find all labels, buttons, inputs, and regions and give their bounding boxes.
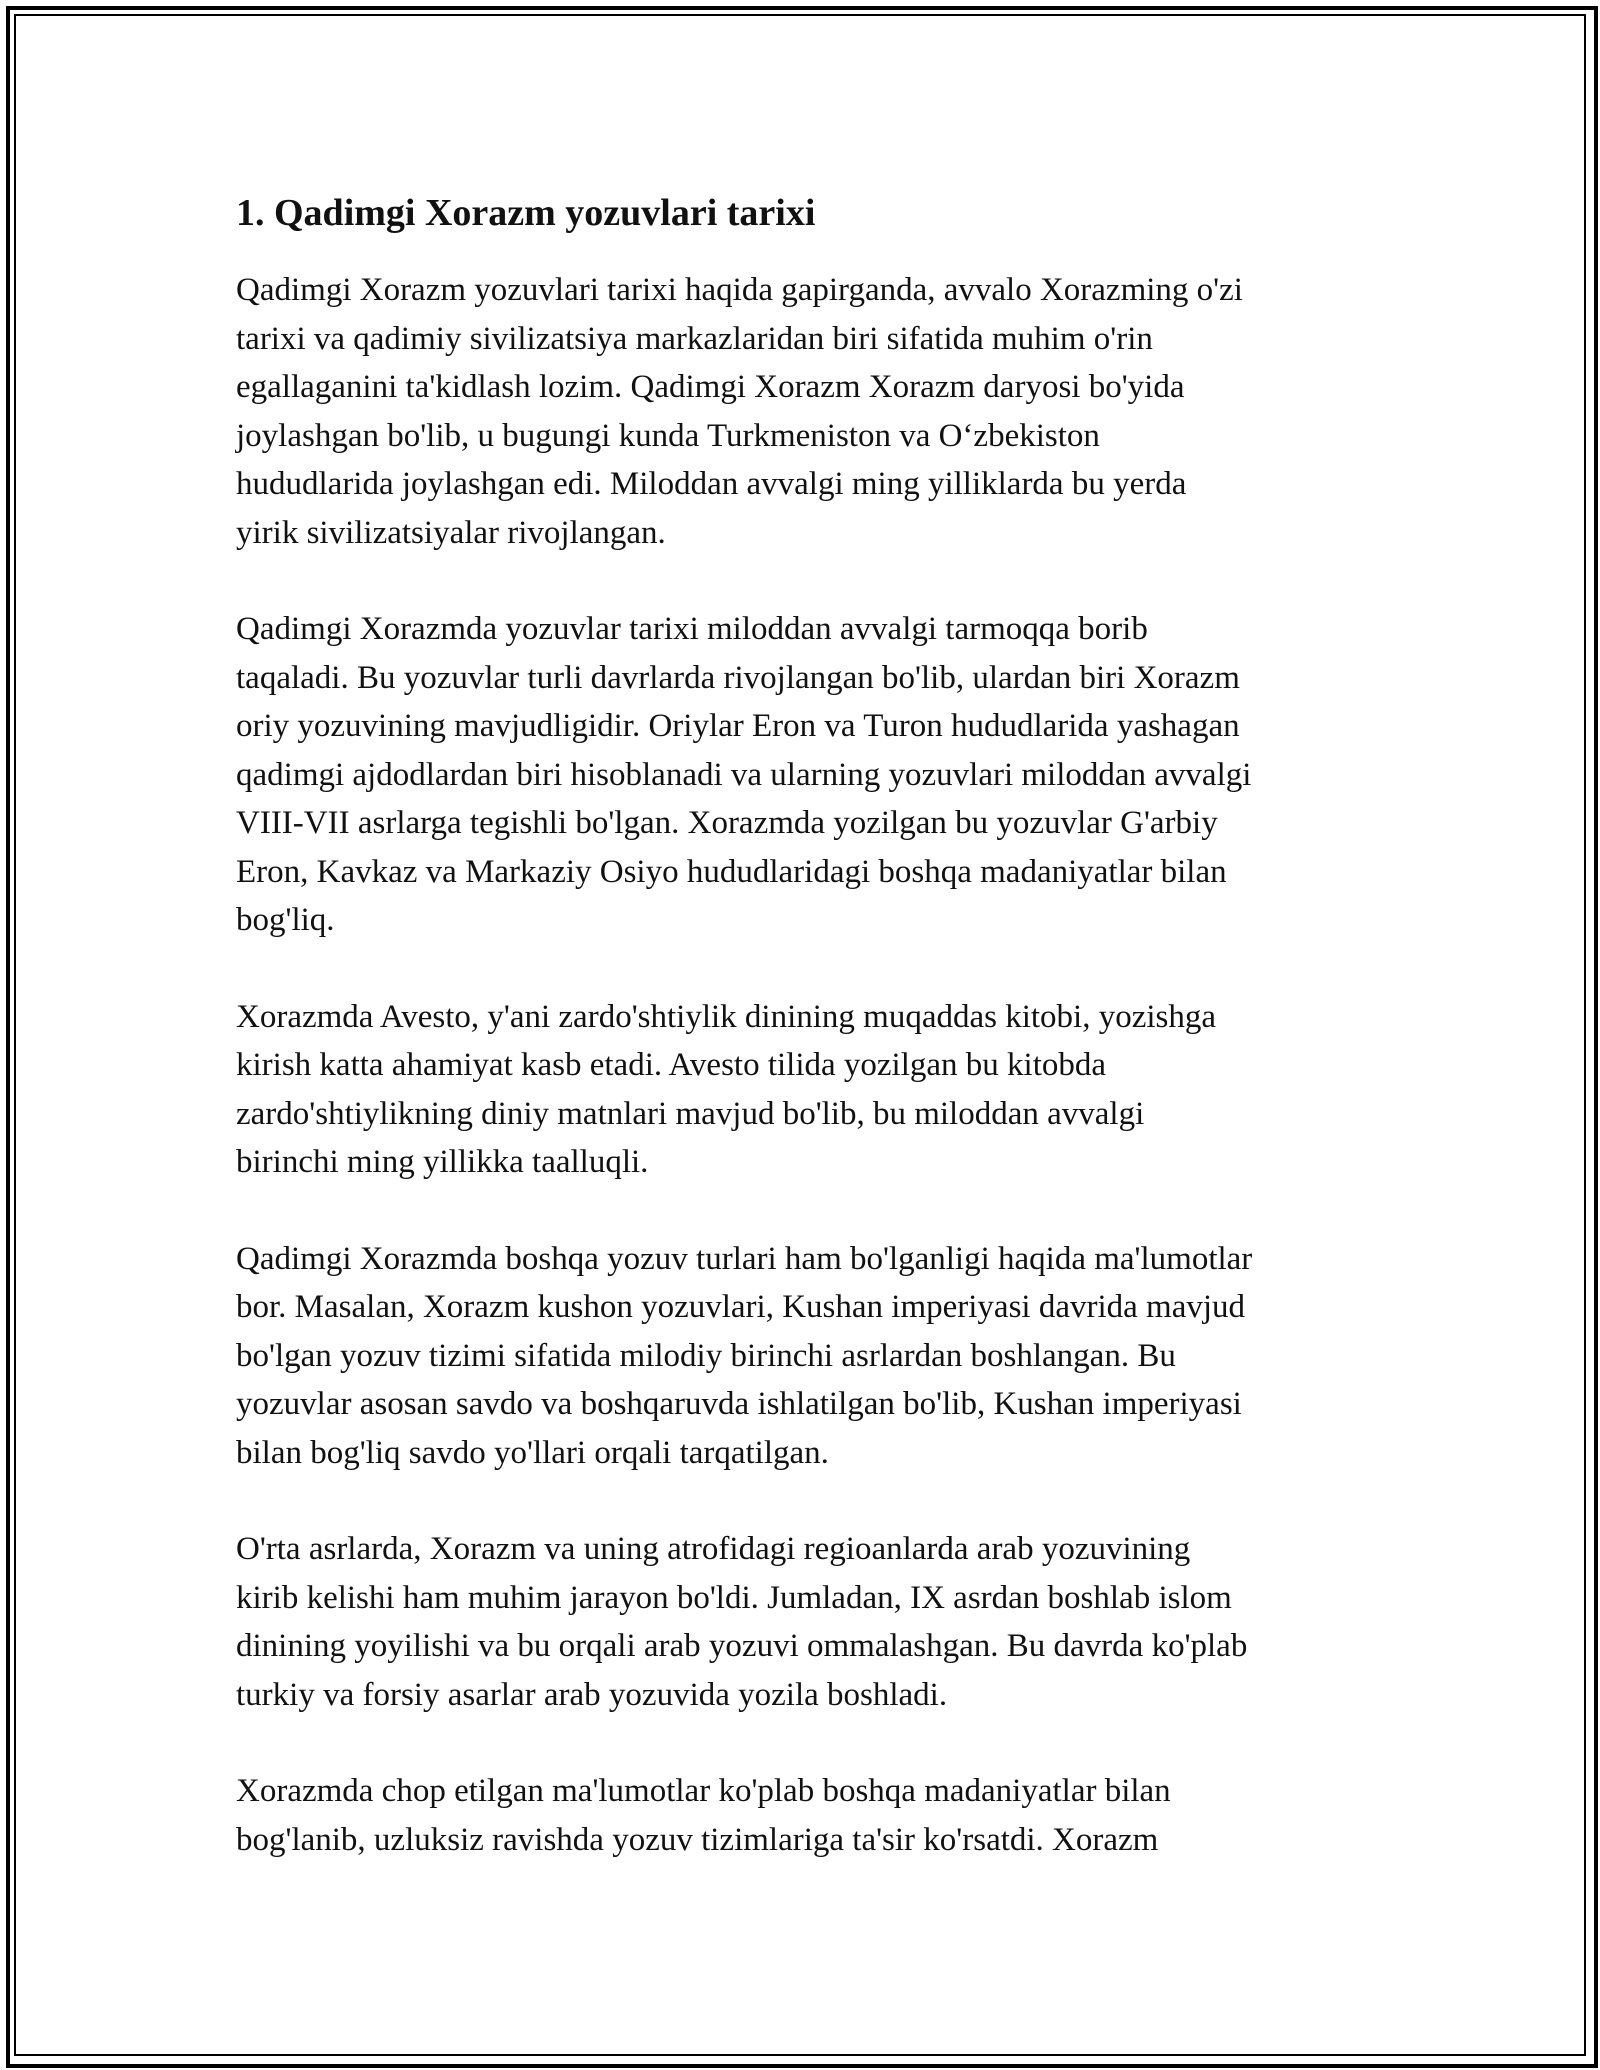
document-page bbox=[236, 186, 1396, 1912]
paragraph-2: Qadimgi Xorazmda yozuvlar tarixi miloddan avvalgi tarmoqqa borib taqaladi. Bu yozuvlar turli davrlarda rivojlangan bo'lib, ulardan biri Xorazm oriy yozuvining mavjudligidir. Oriylar Eron va Turon hududlarida yashagan qadimgi ajdodlardan biri hisoblanadi va ularning yozuvlari miloddan avvalgi VIII-VII asrlarga tegishli bo'lgan. Xorazmda yozilgan bu yozuvlar G'arbiy Eron, Kavkaz va Markaziy Osiyo hududlaridagi boshqa madaniyatlar bilan bog'liq. bbox=[236, 611, 1252, 938]
paragraph-5: O'rta asrlarda, Xorazm va uning atrofidagi regioanlarda arab yozuvining kirib kelishi ham muhim jarayon bo'ldi. Jumladan, IX asrdan boshlab islom dinining yoyilishi va bu orqali arab yozuvi ommalashgan. Bu davrda ko'plab turkiy va forsiy asarlar arab yozuvida yozila boshladi. bbox=[236, 1531, 1248, 1713]
section-title: 1. Qadimgi Xorazm yozuvlari tarixi bbox=[236, 192, 816, 234]
paragraph-3: Xorazmda Avesto, y'ani zardo'shtiylik dinining muqaddas kitobi, yozishga kirish katta ahamiyat kasb etadi. Avesto tilida yozilgan bu kitobda zardo'shtiylikning diniy matnlari mavjud bo'lib, bu miloddan avvalgi birinchi ming yillikka taalluqli. bbox=[236, 998, 1217, 1180]
paragraph-4: Qadimgi Xorazmda boshqa yozuv turlari ham bo'lganligi haqida ma'lumotlar bor. Masalan, Xorazm kushon yozuvlari, Kushan imperiyasi davrida mavjud bo'lgan yozuv tizimi sifatida milodiy birinchi asrlardan boshlangan. Bu yozuvlar asosan savdo va boshqaruvda ishlatilgan bo'lib, Kushan imperiyasi bilan bog'liq savdo yo'llari orqali tarqatilgan. bbox=[236, 1240, 1253, 1471]
paragraph-6: Xorazmda chop etilgan ma'lumotlar ko'plab boshqa madaniyatlar bilan bog'lanib, uzluksiz ravishda yozuv tizimlariga ta'sir ko'rsatdi. Xorazm bbox=[236, 1773, 1171, 1858]
paragraph-1: Qadimgi Xorazm yozuvlari tarixi haqida gapirganda, avvalo Xorazming o'zi tarixi va qadimiy sivilizatsiya markazlaridan biri sifatida muhim o'rin egallaganini ta'kidlash lozim. Qadimgi Xorazm Xorazm daryosi bo'yida joylashgan bo'lib, u bugungi kunda Turkmeniston va O‘zbekiston hududlarida joylashgan edi. Miloddan avvalgi ming yilliklarda bu yerda yirik sivilizatsiyalar rivojlangan. bbox=[236, 272, 1243, 551]
